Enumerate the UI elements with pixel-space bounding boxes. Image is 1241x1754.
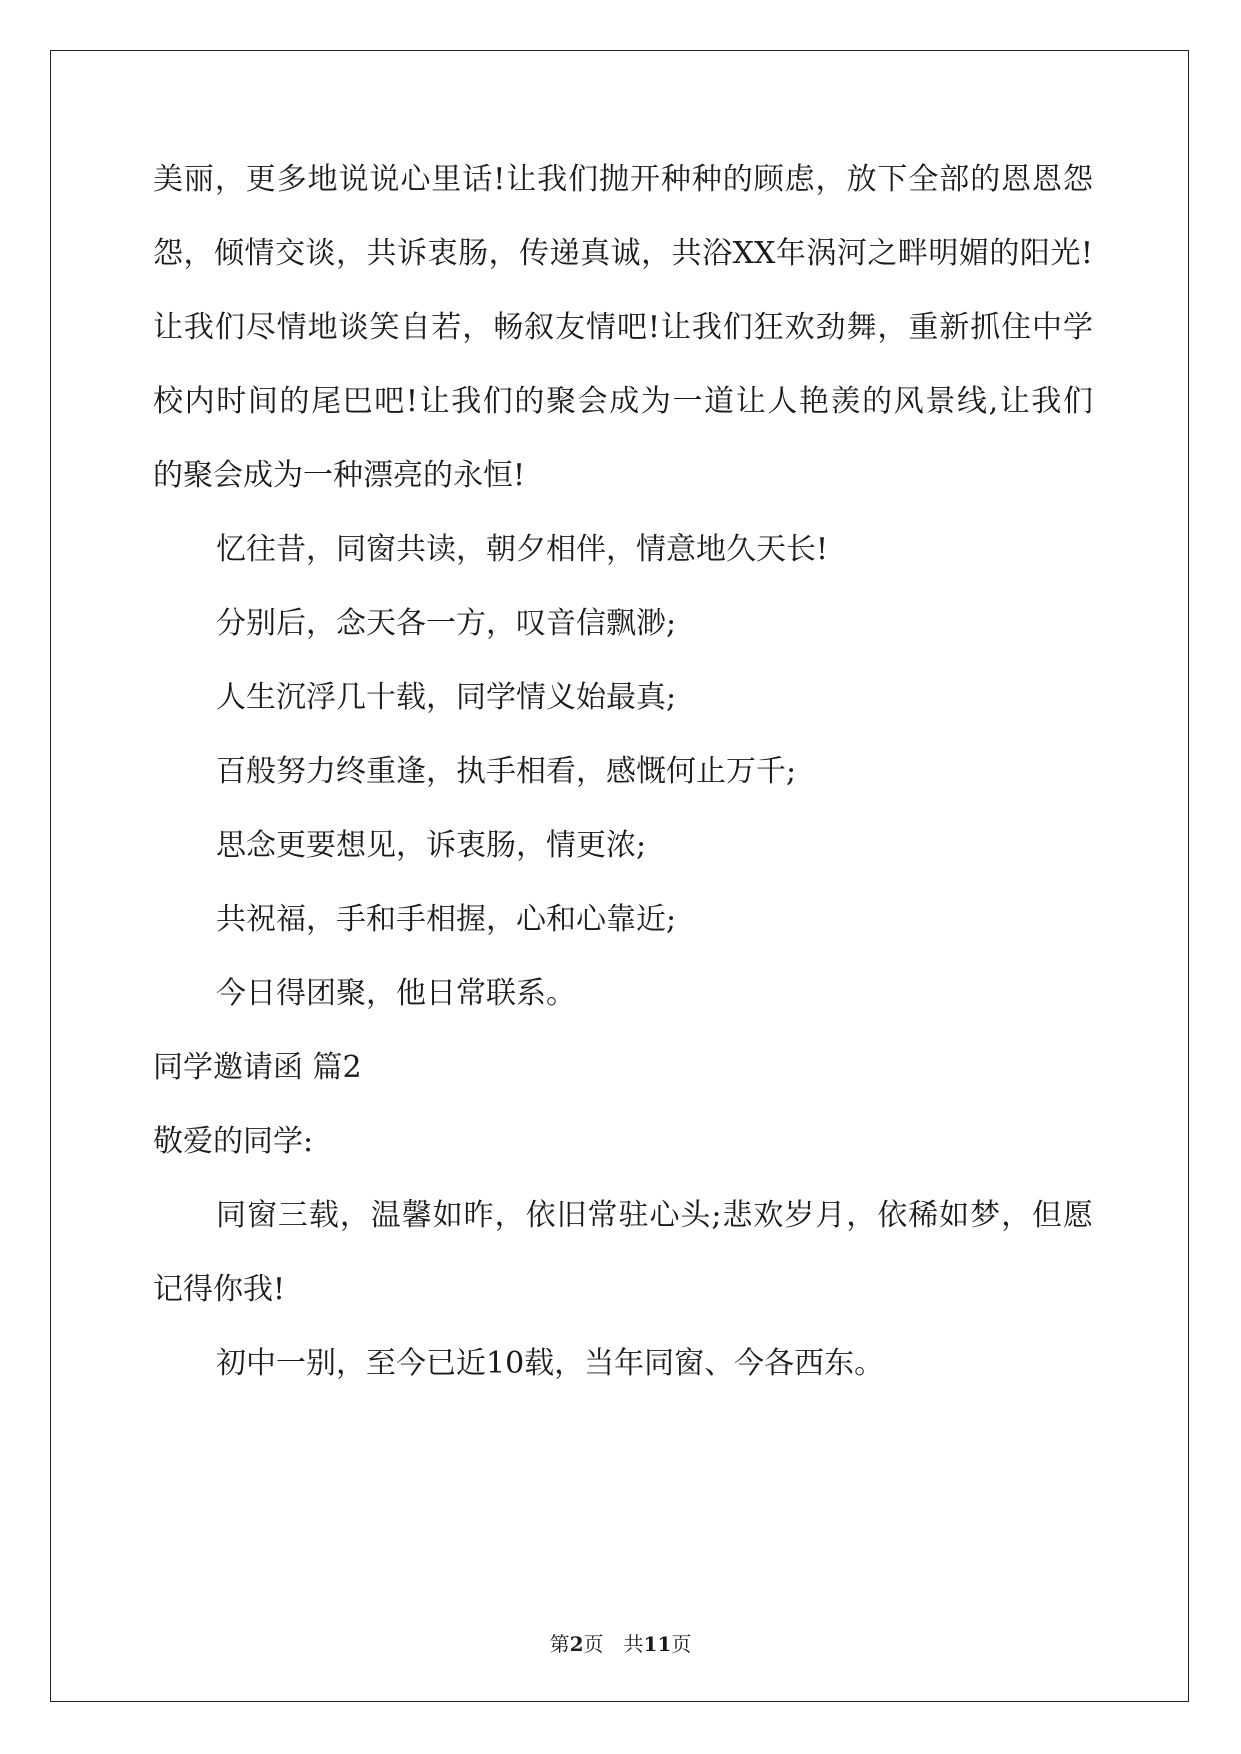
page-border [50, 50, 1189, 1702]
paragraph-line: 共祝福，手和手相握，心和心靠近; [216, 902, 677, 937]
paragraph-line: 怨，倾情交谈，共诉衷肠，传递真诚，共浴XX年涡河之畔明媚的阳光! [153, 236, 1093, 271]
paragraph-line: 今日得团聚，他日常联系。 [216, 976, 576, 1011]
paragraph-line: 百般努力终重逢，执手相看，感慨何止万千; [216, 754, 797, 789]
paragraph-line: 思念更要想见，诉衷肠，情更浓; [216, 828, 647, 863]
paragraph-line: 同窗三载，温馨如昨，依旧常驻心头;悲欢岁月，依稀如梦，但愿 [216, 1198, 1093, 1233]
salutation: 敬爱的同学: [153, 1124, 314, 1159]
paragraph-line: 忆往昔，同窗共读，朝夕相伴，情意地久天长! [216, 532, 829, 567]
paragraph-line: 分别后，念天各一方，叹音信飘渺; [216, 606, 677, 641]
footer-suffix: 页 [671, 1632, 692, 1656]
paragraph-line: 校内时间的尾巴吧!让我们的聚会成为一道让人艳羡的风景线,让我们 [153, 384, 1093, 419]
paragraph-line: 记得你我! [153, 1272, 286, 1307]
paragraph-line: 美丽，更多地说说心里话!让我们抛开种种的顾虑，放下全部的恩恩怨 [153, 162, 1093, 197]
current-page-number: 2 [569, 1632, 584, 1656]
paragraph-line: 让我们尽情地谈笑自若，畅叙友情吧!让我们狂欢劲舞，重新抓住中学 [153, 310, 1093, 345]
footer-prefix: 第 [549, 1632, 570, 1656]
section-heading: 同学邀请函 篇2 [153, 1050, 362, 1085]
footer-middle: 页 共 [583, 1632, 644, 1656]
page-footer [0, 1630, 1241, 1658]
paragraph-line: 人生沉浮几十载，同学情义始最真; [216, 680, 677, 715]
total-page-count: 11 [643, 1632, 672, 1656]
paragraph-line: 初中一别，至今已近10载，当年同窗、今各西东。 [216, 1346, 885, 1381]
paragraph-line: 的聚会成为一种漂亮的永恒! [153, 458, 526, 493]
